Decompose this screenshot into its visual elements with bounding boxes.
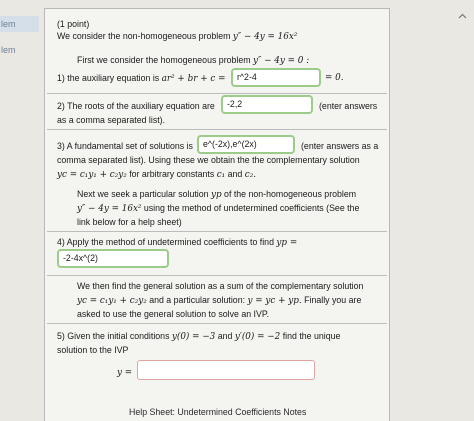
q4-prefix: 4) Apply the method of undetermined coefficients to find	[57, 237, 274, 247]
problem-equation: y″ − 4y = 16x²	[232, 32, 298, 42]
help-sheet-link[interactable]	[129, 407, 306, 417]
q5-text	[57, 331, 340, 342]
q3-tail: for arbitrary constants	[129, 169, 215, 179]
q3-line2: comma separated list). Using these we obtain the the complementary solution	[57, 155, 360, 165]
general-text-mid: and a particular solution:	[149, 295, 246, 305]
divider	[47, 275, 387, 276]
q4-yp: yp =	[276, 238, 298, 248]
general-y: y = yc + yp.	[247, 296, 302, 306]
fundamental-set-input[interactable]: e^(-2x),e^(2x)	[197, 135, 295, 154]
general-yc: yc = c₁y₁ + c₂y₂	[77, 296, 147, 306]
q5-tail: find the unique	[282, 331, 341, 341]
general-line1: We then find the general solution as a sum of the complementary solution	[77, 281, 364, 291]
auxiliary-equation-input[interactable]: r^2-4	[231, 68, 321, 87]
q2-hint: (enter answers	[319, 101, 378, 111]
q5-prefix: 5) Given the initial conditions	[57, 331, 170, 341]
particular-line2	[77, 203, 359, 214]
problem-statement	[57, 31, 297, 42]
roots-input[interactable]: -2,2	[221, 95, 313, 114]
sidebar-item-problem-2[interactable]	[0, 42, 39, 58]
q3-and: and	[227, 169, 243, 179]
help-sheet-link-text[interactable]: Help Sheet: Undetermined Coefficients Notes	[129, 407, 307, 417]
q5-ic2: y′(0) = −2	[234, 332, 281, 342]
general-line3: asked to use the general solution to solve an IVP.	[77, 309, 270, 319]
q3-text: 3) A fundamental set of solutions is	[57, 141, 193, 151]
q4-text	[57, 237, 297, 248]
particular-text-c: using the method of undetermined coefficients (See the	[143, 203, 360, 213]
general-line2	[77, 295, 361, 306]
ivp-y-label: y =	[117, 368, 133, 378]
q5-ic1: y(0) = −3	[171, 332, 216, 342]
q3-yc: yc = c₁y₁ + c₂y₂	[57, 170, 127, 180]
divider	[47, 231, 387, 232]
particular-yp: yp	[210, 190, 222, 200]
divider	[47, 129, 387, 130]
q3-c1: c₁	[216, 170, 226, 180]
particular-equation: y″ − 4y = 16x²	[77, 204, 142, 214]
particular-line1	[77, 189, 356, 200]
sidebar	[0, 0, 38, 420]
homog-equation: y″ − 4y = 0 :	[253, 56, 310, 66]
sidebar-item-problem-1[interactable]	[0, 16, 39, 32]
homog-intro: First we consider the homogeneous problem	[77, 55, 251, 65]
ivp-solution-input[interactable]	[137, 360, 315, 380]
q1-prefix: 1) the auxiliary equation is	[57, 73, 160, 83]
q1-text	[57, 73, 226, 84]
q3-c2: c₂.	[244, 170, 257, 180]
particular-text-a: Next we seek a particular solution	[77, 189, 209, 199]
q1-poly: ar² + br + c =	[161, 74, 226, 84]
q5-line2: solution to the IVP	[57, 345, 129, 355]
q3-hint: (enter answers as a	[301, 141, 379, 151]
q5-and: and	[217, 331, 233, 341]
problem-panel	[44, 8, 390, 421]
homogeneous-statement	[77, 55, 309, 66]
chevron-up-icon[interactable]	[458, 12, 468, 22]
q1-suffix: = 0.	[325, 73, 344, 83]
q2-text: 2) The roots of the auxiliary equation are	[57, 101, 215, 111]
divider	[47, 93, 387, 94]
particular-solution-input[interactable]: -2-4x^(2)	[57, 249, 169, 268]
divider	[47, 323, 387, 324]
general-text-tail: Finally you are	[304, 295, 362, 305]
points-label: (1 point)	[57, 19, 90, 29]
sidebar-item-label: lem	[1, 45, 16, 55]
q2-hint-line2: as a comma separated list).	[57, 115, 166, 125]
problem-intro: We consider the non-homogeneous problem	[57, 31, 231, 41]
particular-line3: link below for a help sheet)	[77, 217, 182, 227]
q3-line3	[57, 169, 256, 180]
particular-text-b: of the non-homogeneous problem	[224, 189, 357, 199]
sidebar-item-label: lem	[1, 19, 16, 29]
